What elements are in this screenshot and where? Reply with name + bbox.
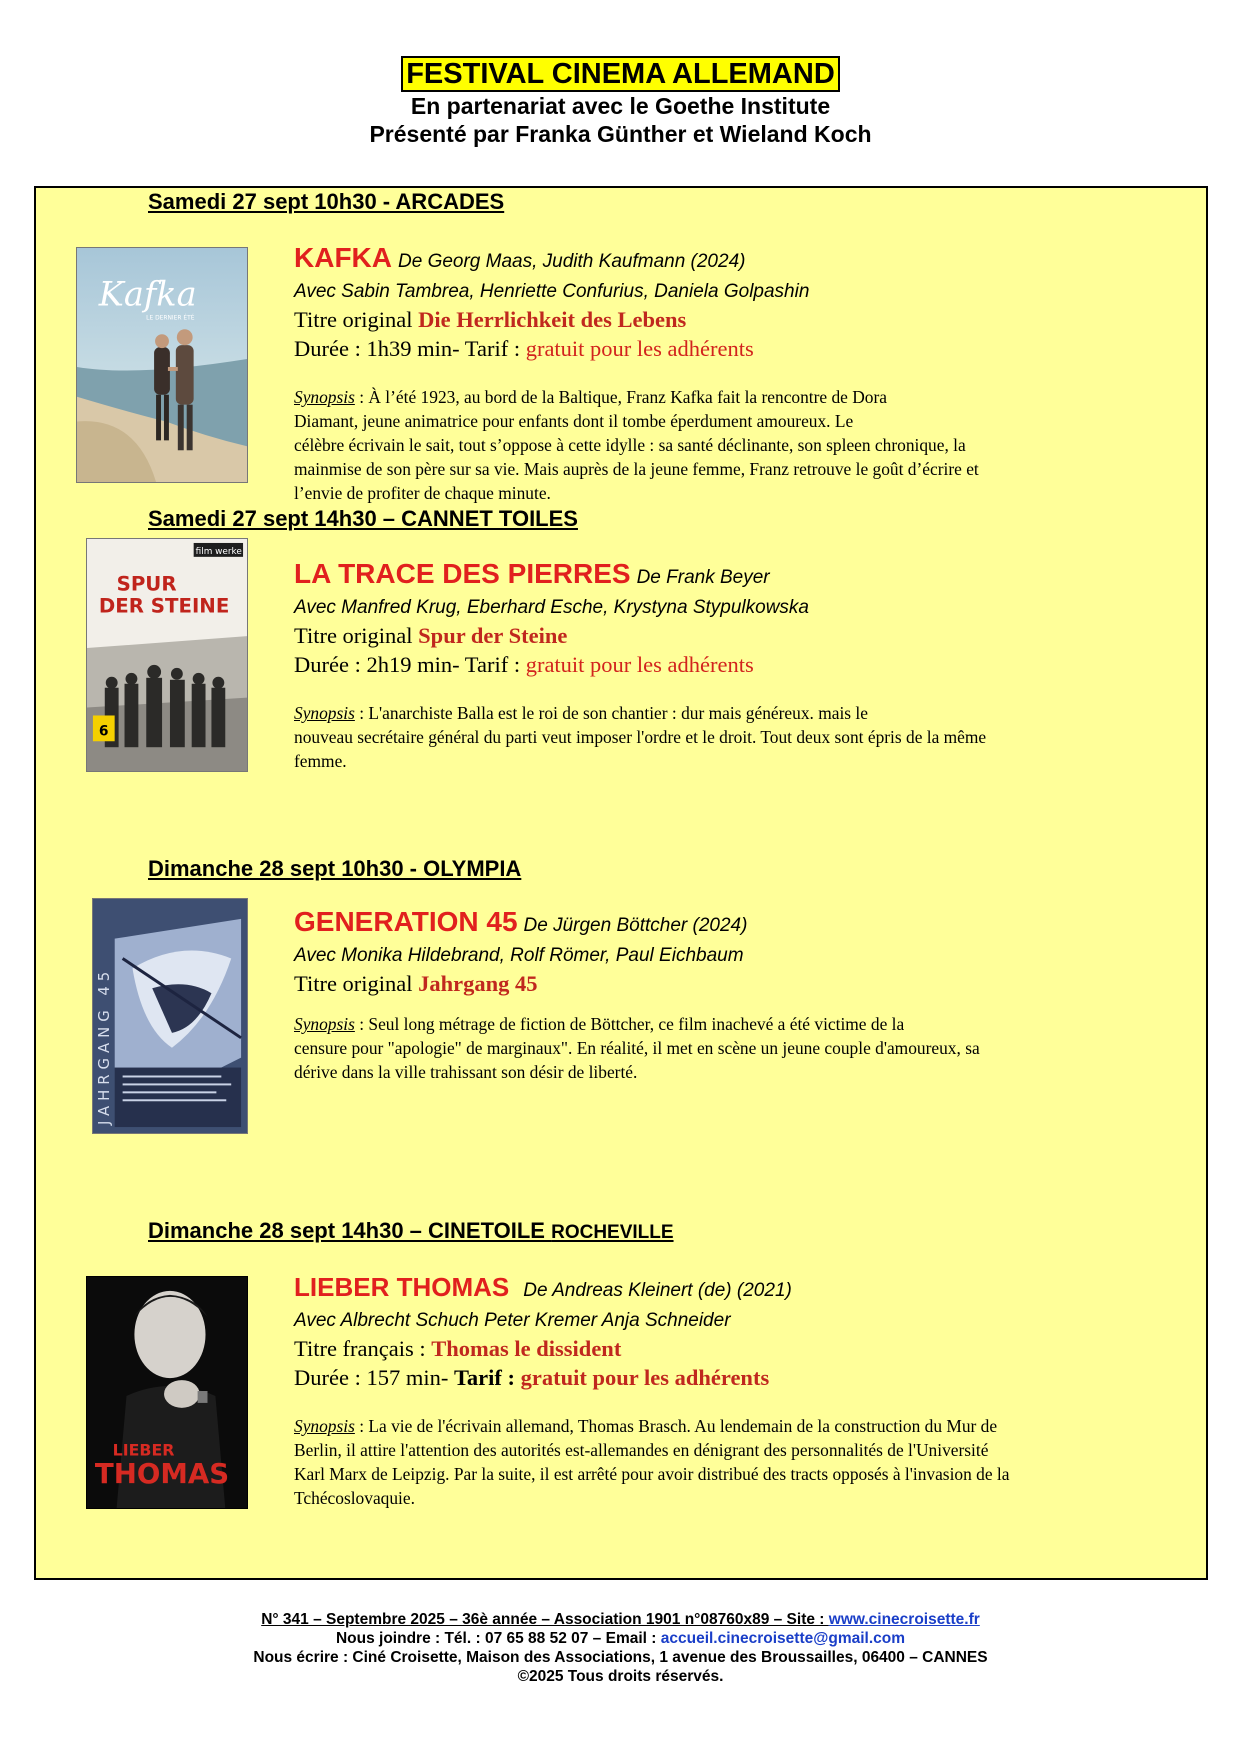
svg-text:DER STEINE: DER STEINE — [98, 594, 230, 618]
spur-der-steine-poster-image — [86, 538, 248, 772]
film-director: De Jürgen Böttcher (2024) — [523, 915, 748, 936]
film-generation-45 — [294, 906, 1174, 1084]
presenters-line: Présenté par Franka Günther et Wieland Koch — [369, 121, 872, 147]
film-kafka — [294, 242, 1174, 505]
film-cast: Avec Monika Hildebrand, Rolf Römer, Paul Eichbaum — [294, 945, 744, 966]
original-title: Die Herrlichkeit des Lebens — [418, 307, 687, 332]
session-heading: Samedi 27 sept 10h30 - ARCADES — [148, 189, 505, 214]
lieber-thomas-poster-image — [86, 1276, 248, 1509]
film-title: KAFKA — [294, 242, 392, 273]
synopsis: Synopsis : À l’été 1923, au bord de la Baltique, Franz Kafka fait la rencontre de Dora Diamant, jeune animatrice pour enfants dont il tombe éperdument amoureux. Le célèbre écrivain le sait, tout s’oppose à cette idylle : sa santé déclinante, son spleen chronique, la mainmise de son père sur sa vie. Mais auprès de la jeune femme, Franz retrouve le goût d’écrire et l’envie de profiter de chaque minute. — [294, 387, 979, 503]
film-trace-des-pierres — [294, 558, 1174, 773]
page-footer — [0, 1610, 1241, 1686]
session-heading: Dimanche 28 sept 10h30 - OLYMPIA — [148, 856, 522, 881]
jahrgang-45-poster-image — [92, 898, 248, 1134]
film-director: De Frank Beyer — [636, 567, 770, 588]
original-title-line: Titre français : Thomas le dissident — [294, 1336, 622, 1361]
page-header — [0, 56, 1241, 148]
footer-line-contact: Nous joindre : Tél. : 07 65 88 52 07 – Email : accueil.cinecroisette@gmail.com — [335, 1630, 906, 1647]
duration-tarif-line: Durée : 157 min- Tarif : gratuit pour les adhérents — [294, 1365, 770, 1390]
duration-tarif-line: Durée : 1h39 min- Tarif : gratuit pour les adhérents — [294, 336, 754, 361]
original-title: Jahrgang 45 — [418, 971, 538, 996]
synopsis-label: Synopsis — [294, 1014, 355, 1034]
footer-line-address: Nous écrire : Ciné Croisette, Maison des Associations, 1 avenue des Broussailles, 06400 – CANNES — [253, 1649, 988, 1666]
svg-text:Kafka: Kafka — [98, 274, 197, 314]
svg-text:THOMAS: THOMAS — [94, 1457, 230, 1491]
synopsis: Synopsis : La vie de l'écrivain allemand, Thomas Brasch. Au lendemain de la construction du Mur de Berlin, il attire l'attention des autorités est-allemandes en dénigrant des personnalités de l'Université Karl Marx de Leipzig. Par la suite, il est arrêté pour avoir distribué des tracts opposés à l'invasion de la Tchécoslovaquie. — [294, 1416, 1010, 1508]
film-cast: Avec Albrecht Schuch Peter Kremer Anja Schneider — [294, 1310, 731, 1331]
original-title-line: Titre original Spur der Steine — [294, 623, 568, 648]
svg-text:JAHRGANG 45: JAHRGANG 45 — [95, 966, 113, 1126]
session-heading: Dimanche 28 sept 14h30 – CINETOILE ROCHEVILLE — [148, 1218, 674, 1243]
original-title: Thomas le dissident — [431, 1336, 622, 1361]
svg-text:LE DERNIER ÉTÉ: LE DERNIER ÉTÉ — [146, 314, 195, 322]
festival-title: FESTIVAL CINEMA ALLEMAND — [401, 56, 840, 92]
film-title: LA TRACE DES PIERRES — [294, 558, 631, 589]
footer-line-copyright: ©2025 Tous droits réservés. — [517, 1668, 724, 1685]
svg-text:SPUR: SPUR — [116, 572, 177, 596]
film-lieber-thomas — [294, 1271, 1174, 1510]
svg-text:6: 6 — [98, 723, 109, 740]
svg-text:LIEBER: LIEBER — [112, 1440, 175, 1460]
original-title-line: Titre original Jahrgang 45 — [294, 971, 538, 996]
footer-line-issue: N° 341 – Septembre 2025 – 36è année – Association 1901 n°08760x89 – Site : www.cinecroisette.fr — [261, 1611, 980, 1628]
film-cast: Avec Sabin Tambrea, Henriette Confurius, Daniela Golpashin — [294, 281, 810, 302]
original-title: Spur der Steine — [418, 623, 568, 648]
synopsis-label: Synopsis — [294, 387, 355, 407]
site-link[interactable]: www.cinecroisette.fr — [828, 1611, 980, 1628]
svg-text:film werke: film werke — [195, 546, 242, 557]
partner-line: En partenariat avec le Goethe Institute — [410, 93, 831, 119]
film-title: LIEBER THOMAS — [294, 1272, 510, 1302]
film-director: De Andreas Kleinert (de) (2021) — [523, 1280, 792, 1301]
program-panel — [34, 186, 1208, 1580]
synopsis: Synopsis : Seul long métrage de fiction de Böttcher, ce film inachevé a été victime de la censure pour "apologie" de marginaux". En réalité, il met en scène un jeune couple d'amoureux, sa dérive dans la ville trahissant son désir de liberté. — [294, 1014, 980, 1082]
original-title-line: Titre original Die Herrlichkeit des Lebens — [294, 307, 687, 332]
tarif-value: gratuit pour les adhérents — [520, 1365, 770, 1390]
session-heading: Samedi 27 sept 14h30 – CANNET TOILES — [148, 506, 578, 531]
synopsis-label: Synopsis — [294, 703, 355, 723]
email-link[interactable]: accueil.cinecroisette@gmail.com — [660, 1630, 906, 1647]
film-title: GENERATION 45 — [294, 906, 518, 937]
kafka-poster-image — [76, 247, 248, 483]
synopsis-label: Synopsis — [294, 1416, 355, 1436]
duration-tarif-line: Durée : 2h19 min- Tarif : gratuit pour les adhérents — [294, 652, 754, 677]
tarif-value: gratuit pour les adhérents — [525, 336, 754, 361]
film-director: De Georg Maas, Judith Kaufmann (2024) — [398, 251, 746, 272]
synopsis: Synopsis : L'anarchiste Balla est le roi de son chantier : dur mais généreux. mais le nouveau secrétaire général du parti veut imposer l'ordre et le droit. Tout deux sont épris de la même femme. — [294, 703, 987, 771]
tarif-value: gratuit pour les adhérents — [525, 652, 754, 677]
film-cast: Avec Manfred Krug, Eberhard Esche, Krystyna Stypulkowska — [294, 597, 810, 618]
